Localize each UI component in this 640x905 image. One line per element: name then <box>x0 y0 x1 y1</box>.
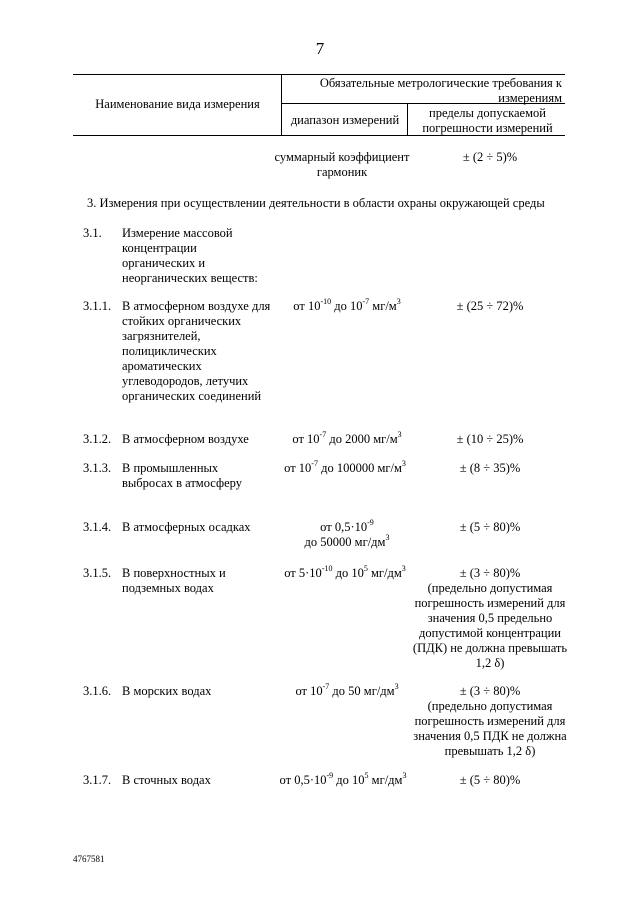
row-error: ± (5 ÷ 80)% <box>459 520 521 534</box>
row-note: (предельно допустимая погрешность измерений для значения 0,5 ПДК не должна превышать 1,2 δ) <box>413 699 567 758</box>
header-range-column: диапазон измерений <box>290 113 400 127</box>
page-number: 7 <box>315 39 325 58</box>
row-name: В морских водах <box>122 684 212 698</box>
row-error: ± (3 ÷ 80)% <box>459 566 521 580</box>
row-error: ± (5 ÷ 80)% <box>459 773 521 787</box>
row-number: 3.1.5. <box>83 566 112 580</box>
row-range: от $10^{-7}$ до 50 $мг/дм^3$ <box>295 681 399 698</box>
row-name: В атмосферном воздухе для стойких органических загрязнителей, полициклических ароматических углеводородов, летучих органических соединений <box>122 299 271 403</box>
row-number: 3.1.4. <box>83 520 112 534</box>
row-error: ± (25 ÷ 72)% <box>456 299 524 313</box>
header-requirements: Обязательные метрологические требования к измерениям <box>319 76 562 105</box>
row-name: В атмосферных осадках <box>122 520 251 534</box>
row-number: 3.1.1. <box>83 299 112 313</box>
row-range: от $0,5\cdot 10^{-9}$ до $10^5$ $мг/дм^3$ <box>279 770 407 787</box>
row-range: от $10^{-7}$ до 2000 $мг/м^3$ <box>292 429 402 446</box>
header-name-column: Наименование вида измерения <box>95 97 260 111</box>
row-error: ± (3 ÷ 80)% <box>459 684 521 698</box>
row-range: от $10^{-7}$ до 100000 $мг/м^3$ <box>284 458 406 475</box>
row-name: В атмосферном воздухе <box>122 432 249 446</box>
row-number: 3.1.6. <box>83 684 112 698</box>
row-name: Измерение массовой концентрации органических и неорганических веществ: <box>122 226 258 285</box>
row-number: 3.1.2. <box>83 432 112 446</box>
row-number: 3.1.3. <box>83 461 112 475</box>
section-title: 3. Измерения при осуществлении деятельности в области охраны окружающей среды <box>87 196 545 210</box>
row-name: В поверхностных и подземных водах <box>122 566 226 595</box>
footer-code: 4767581 <box>73 854 105 864</box>
pre-row-error: ± (2 ÷ 5)% <box>462 150 518 164</box>
row-error: ± (8 ÷ 35)% <box>459 461 521 475</box>
row-range: от $10^{-10}$ до $10^{-7}$ $мг/м^3$ <box>293 296 401 313</box>
row-error: ± (10 ÷ 25)% <box>456 432 524 446</box>
row-number: 3.1. <box>83 226 102 240</box>
pre-row-range: суммарный коэффициент гармоник <box>274 150 410 179</box>
row-note: (предельно допустимая погрешность измерений для значения 0,5 предельно допустимой концентрации (ПДК) не должна превышать 1,2 δ) <box>412 581 568 670</box>
row-name: В сточных водах <box>122 773 211 787</box>
row-range: от $5\cdot 10^{-10}$ до $10^5$ $мг/дм^3$ <box>284 563 406 580</box>
row-range: от $0,5\cdot 10^{-9}$ до 50000 $мг/дм^3$ <box>304 517 390 549</box>
header-limits-column: пределы допускаемой погрешности измерений <box>422 106 553 135</box>
row-number: 3.1.7. <box>83 773 112 787</box>
row-name: В промышленных выбросах в атмосферу <box>122 461 242 490</box>
